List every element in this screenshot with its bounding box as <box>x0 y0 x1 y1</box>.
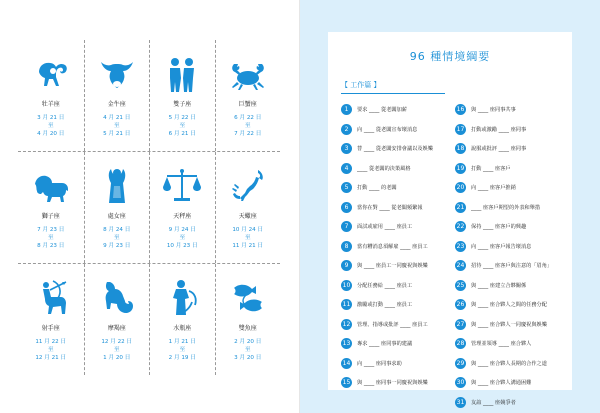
zodiac-date-separator: 至 <box>179 347 186 353</box>
libra-icon <box>162 166 202 206</box>
item-number-badge: 13 <box>342 340 351 348</box>
contents-item <box>455 159 567 179</box>
item-number-badge: 18 <box>456 145 465 153</box>
item-text: 要求 ____ 從老闆加薪 <box>357 107 407 114</box>
zodiac-end-date: 11 月 21 日 <box>232 243 264 249</box>
contents-item <box>455 237 567 257</box>
item-text: 管理並領導 ____ 座合夥人 <box>471 341 532 348</box>
item-text: 與 ____ 座合夥人溝通困難 <box>471 380 532 387</box>
item-text: 當有糟消息須解雇 ____ 座員工 <box>357 243 428 250</box>
zodiac-date-separator: 至 <box>244 235 251 241</box>
item-text: 打動或激勵 ____ 座同事 <box>471 126 527 133</box>
zodiac-end-date: 8 月 23 日 <box>37 243 65 249</box>
item-text: 招待 ____ 座客戶與注意的「眉角」 <box>471 263 553 270</box>
zodiac-start-date: 10 月 24 日 <box>232 227 264 233</box>
contents-column-left <box>341 100 453 393</box>
contents-item <box>341 217 453 237</box>
item-number-badge: 19 <box>456 164 465 172</box>
zodiac-start-date: 5 月 22 日 <box>168 115 196 121</box>
item-text: 打動 ____ 的老闆 <box>357 185 397 192</box>
item-text: ____ 從老闆的決策風格 <box>357 165 411 172</box>
item-text: 面試或雇用 ____ 座員工 <box>357 224 413 231</box>
item-number-badge: 16 <box>456 106 465 114</box>
zodiac-date-separator: 至 <box>179 123 186 129</box>
zodiac-name: 金牛座 <box>107 101 126 108</box>
contents-item <box>341 295 453 315</box>
item-text: 友誼 ____ 座競爭者 <box>471 399 516 406</box>
item-number-badge: 23 <box>456 242 465 250</box>
zodiac-end-date: 7 月 22 日 <box>234 131 262 137</box>
zodiac-date-separator: 至 <box>47 347 54 353</box>
contents-item <box>341 334 453 354</box>
zodiac-date-separator: 至 <box>113 347 120 353</box>
item-number-badge: 9 <box>341 260 352 271</box>
item-number-badge: 17 <box>456 125 465 133</box>
contents-item <box>341 139 453 159</box>
item-text: 與 ____ 座同事一同慶祝與娛樂 <box>357 380 428 387</box>
zodiac-start-date: 6 月 22 日 <box>234 115 262 121</box>
item-number-badge: 31 <box>456 398 465 406</box>
item-number-badge: 8 <box>341 241 352 252</box>
zodiac-start-date: 9 月 24 日 <box>168 227 196 233</box>
item-number-badge: 21 <box>456 203 465 211</box>
item-text: 激勵或打動 ____ 座員工 <box>357 302 413 309</box>
zodiac-sign-virgo <box>84 152 150 263</box>
contents-item <box>455 373 567 393</box>
zodiac-end-date: 5 月 21 日 <box>103 131 131 137</box>
gemini-icon <box>162 54 202 94</box>
contents-item <box>455 295 567 315</box>
virgo-icon <box>97 166 137 206</box>
item-text: 與 ____ 座合夥人之間的任務分配 <box>471 302 547 309</box>
item-text: 當你在對 ____ 從老闆頻繁報 <box>357 204 423 211</box>
contents-item <box>341 237 453 257</box>
contents-item <box>455 393 567 413</box>
contents-item <box>455 120 567 140</box>
contents-item <box>341 276 453 296</box>
contents-item <box>455 217 567 237</box>
contents-item <box>341 100 453 120</box>
item-text: 專求 ____ 座同事的建議 <box>357 341 413 348</box>
zodiac-sign-cancer <box>215 40 281 151</box>
item-number-badge: 25 <box>456 281 465 289</box>
zodiac-sign-libra <box>149 152 215 263</box>
zodiac-name: 天蠍座 <box>238 213 257 220</box>
zodiac-end-date: 1 月 20 日 <box>103 355 131 361</box>
zodiac-sign-pisces <box>215 264 281 375</box>
zodiac-sign-leo <box>18 152 84 263</box>
item-number-badge: 27 <box>456 320 465 328</box>
item-number-badge: 15 <box>342 379 351 387</box>
item-number-badge: 28 <box>456 340 465 348</box>
aquarius-icon <box>162 278 202 318</box>
item-text: 分配任務給 ____ 座員工 <box>357 282 413 289</box>
item-text: 說服或批評 ____ 座同事 <box>471 146 527 153</box>
item-number-badge: 6 <box>341 202 352 213</box>
zodiac-start-date: 7 月 23 日 <box>37 227 65 233</box>
zodiac-sign-scorpio <box>215 152 281 263</box>
contents-item <box>455 100 567 120</box>
contents-item <box>341 178 453 198</box>
item-text: 與 ____ 座建立合夥關係 <box>471 282 527 289</box>
leo-icon <box>31 166 71 206</box>
zodiac-end-date: 6 月 21 日 <box>168 131 196 137</box>
pisces-icon <box>228 278 268 318</box>
item-number-badge: 20 <box>456 184 465 192</box>
item-number-badge: 26 <box>456 301 465 309</box>
item-text: 與 ____ 座合夥人一同慶祝與娛樂 <box>471 321 547 328</box>
zodiac-end-date: 3 月 20 日 <box>234 355 262 361</box>
zodiac-start-date: 11 月 22 日 <box>35 339 67 345</box>
zodiac-date-separator: 至 <box>47 235 54 241</box>
contents-item <box>341 256 453 276</box>
section-underline <box>341 93 445 94</box>
contents-item <box>455 256 567 276</box>
item-text: 管理、指導或批評 ____ 座員工 <box>357 321 428 328</box>
zodiac-name: 雙魚座 <box>238 325 257 332</box>
zodiac-start-date: 12 月 22 日 <box>101 339 133 345</box>
contents-item <box>455 198 567 218</box>
sagittarius-icon <box>31 278 71 318</box>
contents-page <box>300 0 600 413</box>
contents-item <box>455 315 567 335</box>
zodiac-row <box>18 263 280 375</box>
item-text: 打動 ____ 座客戶 <box>471 165 511 172</box>
cancer-icon <box>228 54 268 94</box>
item-text: 與 ____ 座同事共事 <box>471 107 516 114</box>
contents-title: 96 種情境綱要 <box>409 50 491 63</box>
item-text: ____ 座客戶期望的外表和舉措 <box>471 204 541 211</box>
contents-item <box>455 354 567 374</box>
zodiac-sign-sagittarius <box>18 264 84 375</box>
zodiac-start-date: 4 月 21 日 <box>103 115 131 121</box>
zodiac-sign-taurus <box>84 40 150 151</box>
item-number-badge: 30 <box>456 379 465 387</box>
contents-item <box>341 159 453 179</box>
item-text: 向 ____ 座同事求助 <box>357 360 402 367</box>
zodiac-end-date: 4 月 20 日 <box>37 131 65 137</box>
zodiac-start-date: 3 月 21 日 <box>37 115 65 121</box>
contents-item <box>455 139 567 159</box>
zodiac-date-separator: 至 <box>244 347 251 353</box>
zodiac-name: 射手座 <box>41 325 60 332</box>
zodiac-start-date: 8 月 24 日 <box>103 227 131 233</box>
zodiac-sign-gemini <box>149 40 215 151</box>
zodiac-start-date: 1 月 21 日 <box>168 339 196 345</box>
aries-icon <box>31 54 71 94</box>
item-number-badge: 3 <box>341 143 352 154</box>
capricorn-icon <box>97 278 137 318</box>
item-number-badge: 12 <box>342 320 351 328</box>
item-number-badge: 4 <box>341 163 352 174</box>
contents-item <box>455 178 567 198</box>
zodiac-name: 獅子座 <box>41 213 60 220</box>
zodiac-date-separator: 至 <box>113 235 120 241</box>
item-text: 向 ____ 座客戶報告壞消息 <box>471 243 532 250</box>
zodiac-end-date: 10 月 23 日 <box>166 243 198 249</box>
zodiac-name: 雙子座 <box>173 101 192 108</box>
item-text: 保持 ____ 座客戶的興趣 <box>471 224 527 231</box>
item-text: 與 ____ 座合夥人長期的合作之道 <box>471 360 547 367</box>
zodiac-name: 處女座 <box>107 213 126 220</box>
contents-item <box>455 276 567 296</box>
item-number-badge: 14 <box>342 359 351 367</box>
contents-item <box>455 334 567 354</box>
zodiac-row <box>18 40 280 151</box>
contents-column-right <box>455 100 567 412</box>
zodiac-name: 牡羊座 <box>41 101 60 108</box>
contents-item <box>341 198 453 218</box>
zodiac-date-separator: 至 <box>244 123 251 129</box>
contents-item <box>341 373 453 393</box>
contents-item <box>341 120 453 140</box>
item-number-badge: 29 <box>456 359 465 367</box>
item-text: 與 ____ 座員工一同慶祝與娛樂 <box>357 263 428 270</box>
zodiac-end-date: 2 月 19 日 <box>168 355 196 361</box>
contents-item <box>341 315 453 335</box>
zodiac-row <box>18 151 280 263</box>
item-number-badge: 10 <box>342 281 351 289</box>
item-number-badge: 11 <box>342 301 351 309</box>
zodiac-name: 摩羯座 <box>107 325 126 332</box>
contents-item <box>341 354 453 374</box>
zodiac-name: 巨蟹座 <box>238 101 257 108</box>
zodiac-start-date: 2 月 20 日 <box>234 339 262 345</box>
taurus-icon <box>97 54 137 94</box>
zodiac-date-separator: 至 <box>113 123 120 129</box>
zodiac-date-separator: 至 <box>179 235 186 241</box>
item-text: 向 ____ 從老闆宣布壞消息 <box>357 126 418 133</box>
zodiac-date-separator: 至 <box>47 123 54 129</box>
item-text: 向 ____ 座客戶推銷 <box>471 185 516 192</box>
section-heading: 【 工作篇 】 <box>341 81 381 89</box>
contents-card <box>328 32 572 406</box>
zodiac-sign-aquarius <box>149 264 215 375</box>
zodiac-end-date: 9 月 23 日 <box>103 243 131 249</box>
zodiac-grid <box>18 40 280 375</box>
item-number-badge: 1 <box>341 104 352 115</box>
item-number-badge: 22 <box>456 223 465 231</box>
item-number-badge: 5 <box>341 182 352 193</box>
scorpio-icon <box>228 166 268 206</box>
zodiac-name: 水瓶座 <box>173 325 192 332</box>
item-text: 替 ____ 從老闆安排會議以及娛樂 <box>357 146 433 153</box>
zodiac-sign-aries <box>18 40 84 151</box>
item-number-badge: 7 <box>341 221 352 232</box>
item-number-badge: 24 <box>456 262 465 270</box>
item-number-badge: 2 <box>341 124 352 135</box>
zodiac-name: 天秤座 <box>173 213 192 220</box>
zodiac-sign-capricorn <box>84 264 150 375</box>
zodiac-end-date: 12 月 21 日 <box>35 355 67 361</box>
